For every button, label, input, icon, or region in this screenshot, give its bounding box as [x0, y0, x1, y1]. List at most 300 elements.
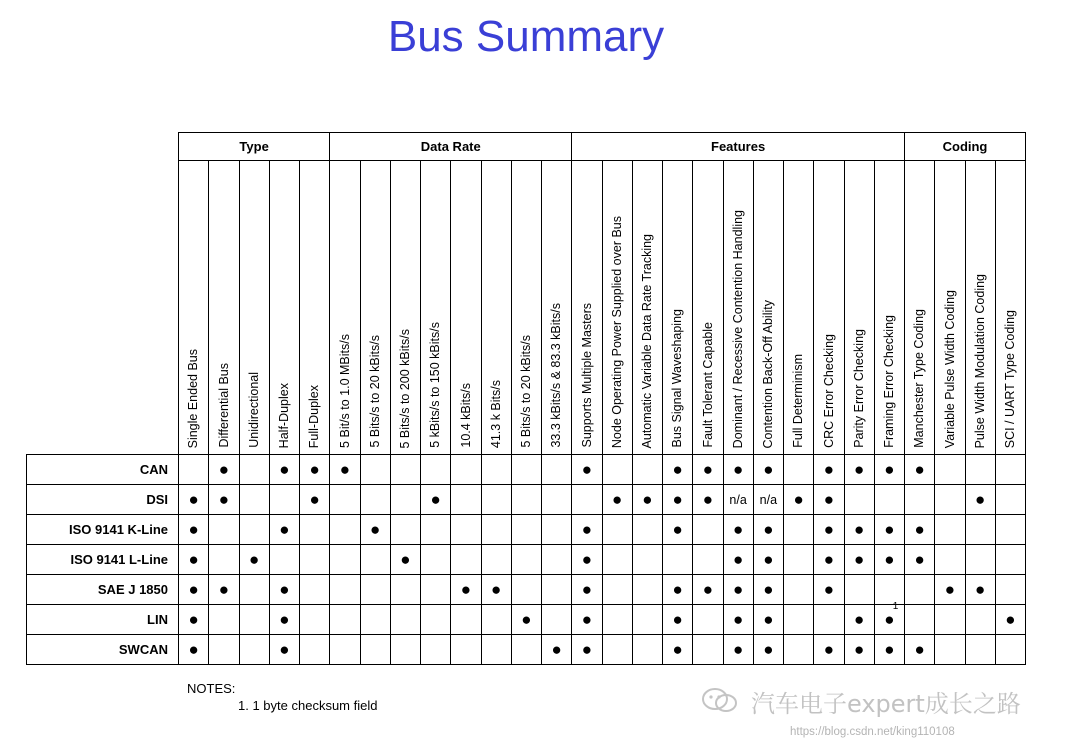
table-cell	[239, 575, 269, 605]
table-cell	[905, 455, 935, 485]
dot-mark: ●	[309, 460, 320, 479]
table-cell	[481, 635, 511, 665]
column-header-label: Supports Multiple Masters	[579, 303, 594, 448]
dot-mark: ●	[914, 520, 925, 539]
dot-mark: ●	[793, 490, 804, 509]
dot-mark: ●	[279, 460, 290, 479]
table-cell	[511, 605, 541, 635]
table-cell	[421, 485, 451, 515]
dot-mark: ●	[672, 520, 683, 539]
table-cell	[451, 545, 481, 575]
table-cell	[995, 545, 1025, 575]
dot-mark: ●	[1005, 610, 1016, 629]
table-cell	[451, 635, 481, 665]
column-header	[330, 161, 360, 455]
table-cell	[209, 635, 239, 665]
table-cell	[421, 455, 451, 485]
column-header	[784, 161, 814, 455]
table-cell	[723, 605, 753, 635]
dot-mark: ●	[823, 640, 835, 659]
table-cell	[632, 545, 662, 575]
table-cell	[753, 635, 783, 665]
table-cell	[239, 635, 269, 665]
table-cell	[935, 575, 965, 605]
table-cell	[511, 455, 541, 485]
table-cell	[753, 485, 783, 515]
dot-mark: ●	[853, 550, 865, 569]
table-cell	[905, 545, 935, 575]
dot-mark: ●	[702, 580, 714, 599]
table-cell	[965, 455, 995, 485]
table-cell	[239, 605, 269, 635]
dot-mark: ●	[763, 460, 774, 479]
table-cell	[814, 575, 844, 605]
dot-mark: ●	[672, 580, 683, 599]
column-header-label: Node Operating Power Supplied over Bus	[609, 215, 624, 448]
table-row	[27, 635, 1026, 665]
table-cell	[723, 455, 753, 485]
dot-mark: ●	[884, 550, 895, 569]
table-cell	[511, 575, 541, 605]
dot-mark: ●	[642, 490, 653, 509]
table-cell	[874, 575, 904, 605]
table-cell	[269, 635, 299, 665]
table-cell	[753, 455, 783, 485]
dot-mark: ●	[188, 520, 199, 539]
table-cell	[511, 545, 541, 575]
column-header	[844, 161, 874, 455]
table-cell	[784, 455, 814, 485]
column-header-label: Fault Tolerant Capable	[700, 322, 715, 448]
column-header	[723, 161, 753, 455]
table-cell	[632, 515, 662, 545]
table-cell	[179, 485, 209, 515]
table-cell	[330, 635, 360, 665]
table-cell	[451, 575, 481, 605]
table-cell	[753, 515, 783, 545]
dot-mark: ●	[853, 460, 865, 479]
dot-mark: ●	[218, 580, 230, 599]
table-cell	[784, 545, 814, 575]
table-cell	[753, 575, 783, 605]
dot-mark: ●	[884, 520, 895, 539]
table-cell	[421, 635, 451, 665]
table-cell	[179, 605, 209, 635]
table-cell	[995, 455, 1025, 485]
table-cell	[269, 485, 299, 515]
table-cell	[693, 545, 723, 575]
table-cell	[542, 515, 572, 545]
dot-mark: ●	[218, 490, 230, 509]
dot-mark: ●	[188, 610, 199, 629]
table-cell	[572, 455, 602, 485]
table-cell	[723, 515, 753, 545]
row-label: LIN	[27, 605, 179, 635]
table-cell	[239, 455, 269, 485]
table-cell	[632, 455, 662, 485]
dot-mark: ●	[974, 580, 986, 599]
table-cell	[572, 605, 602, 635]
table-cell	[693, 455, 723, 485]
dot-mark: ●	[914, 550, 925, 569]
table-cell	[209, 515, 239, 545]
column-header	[451, 161, 481, 455]
table-cell	[421, 605, 451, 635]
table-cell	[602, 605, 632, 635]
table-cell	[874, 545, 904, 575]
column-header	[421, 161, 451, 455]
column-header-label: Bus Signal Waveshaping	[670, 309, 685, 448]
table-cell	[511, 515, 541, 545]
table-cell	[874, 455, 904, 485]
column-header	[663, 161, 693, 455]
na-value: n/a	[759, 493, 778, 507]
table-cell	[753, 605, 783, 635]
dot-mark: ●	[763, 640, 774, 659]
table-cell	[179, 515, 209, 545]
table-cell	[269, 575, 299, 605]
table-cell	[390, 635, 420, 665]
table-cell	[814, 455, 844, 485]
table-cell	[935, 545, 965, 575]
table-cell	[300, 515, 330, 545]
table-cell	[542, 545, 572, 575]
dot-mark: ●	[853, 640, 865, 659]
table-row	[27, 545, 1026, 575]
table-cell	[935, 485, 965, 515]
dot-mark: ●	[490, 580, 502, 599]
table-cell	[269, 545, 299, 575]
dot-mark: ●	[823, 490, 835, 509]
table-cell	[693, 635, 723, 665]
table-cell	[390, 575, 420, 605]
table-cell	[935, 515, 965, 545]
table-cell	[995, 485, 1025, 515]
table-cell	[874, 515, 904, 545]
column-group-features: Features	[572, 133, 905, 161]
table-body	[27, 455, 1026, 665]
table-cell	[481, 575, 511, 605]
table-cell	[905, 635, 935, 665]
column-header	[209, 161, 239, 455]
column-header	[511, 161, 541, 455]
dot-mark: ●	[732, 550, 744, 569]
column-header	[481, 161, 511, 455]
table-cell	[844, 515, 874, 545]
dot-mark: ●	[732, 640, 744, 659]
dot-mark: ●	[823, 520, 835, 539]
column-header	[542, 161, 572, 455]
dot-mark: ●	[763, 580, 774, 599]
table-cell	[602, 515, 632, 545]
column-header-label: 33.3 kBits/s & 83.3 kBits/s	[549, 303, 564, 448]
dot-mark: ●	[551, 640, 562, 659]
column-header-label: Half-Duplex	[277, 382, 292, 448]
column-header-label: Automatic Variable Data Rate Tracking	[640, 233, 655, 448]
table-cell	[784, 485, 814, 515]
table-cell	[784, 515, 814, 545]
row-label: ISO 9141 K-Line	[27, 515, 179, 545]
dot-mark: ●	[853, 520, 865, 539]
column-header-label: Dominant / Recessive Contention Handling	[730, 209, 745, 448]
table-cell	[602, 635, 632, 665]
column-header-label: Pulse Width Modulation Coding	[972, 273, 987, 448]
column-header-label: SCI / UART Type Coding	[1003, 309, 1018, 448]
dot-mark: ●	[974, 490, 986, 509]
dot-mark: ●	[702, 460, 714, 479]
table-cell	[693, 605, 723, 635]
table-cell	[390, 605, 420, 635]
table-row	[27, 455, 1026, 485]
column-header	[360, 161, 390, 455]
table-cell	[663, 575, 693, 605]
column-header	[390, 161, 420, 455]
table-cell	[995, 635, 1025, 665]
dot-mark: ●	[732, 520, 744, 539]
column-group-coding: Coding	[905, 133, 1026, 161]
table-cell	[844, 575, 874, 605]
table-cell	[965, 515, 995, 545]
table-cell	[632, 635, 662, 665]
table-cell	[844, 455, 874, 485]
table-cell	[632, 575, 662, 605]
column-header	[995, 161, 1025, 455]
page-title: Bus Summary	[387, 12, 665, 61]
dot-mark: ●	[188, 550, 199, 569]
table-cell	[844, 605, 874, 635]
table-cell	[935, 605, 965, 635]
table-cell	[874, 601, 904, 635]
dot-mark: ●	[672, 610, 683, 629]
dot-mark: ●	[279, 640, 290, 659]
dot-mark: ●	[188, 580, 199, 599]
note-item: 1. 1 byte checksum field	[238, 698, 378, 713]
table-cell	[572, 485, 602, 515]
table-cell	[239, 485, 269, 515]
table-cell	[209, 485, 239, 515]
table-cell	[179, 635, 209, 665]
table-cell	[935, 455, 965, 485]
table-cell	[269, 455, 299, 485]
table-cell	[300, 605, 330, 635]
table-cell	[965, 605, 995, 635]
dot-mark: ●	[823, 460, 835, 479]
table-cell	[753, 545, 783, 575]
table-cell	[693, 515, 723, 545]
table-cell	[360, 635, 390, 665]
dot-mark: ●	[823, 550, 835, 569]
table-cell	[663, 545, 693, 575]
table-cell	[481, 545, 511, 575]
dot-mark: ●	[218, 460, 230, 479]
dot-mark: ●	[914, 640, 925, 659]
table-cell	[844, 545, 874, 575]
column-header	[602, 161, 632, 455]
table-cell	[481, 605, 511, 635]
column-header-label: Variable Pulse Width Coding	[942, 289, 957, 448]
table-cell	[814, 485, 844, 515]
table-cell	[572, 635, 602, 665]
column-header-label: Differential Bus	[216, 363, 231, 448]
dot-mark: ●	[732, 610, 744, 629]
table-cell	[663, 605, 693, 635]
table-cell	[451, 485, 481, 515]
table-cell	[784, 635, 814, 665]
column-header-label: Parity Error Checking	[851, 329, 866, 448]
row-label: DSI	[27, 485, 179, 515]
column-header-label: 5 Bits/s to 200 kBits/s	[398, 328, 413, 448]
table-cell	[542, 455, 572, 485]
table-cell	[360, 575, 390, 605]
dot-mark: ●	[400, 550, 411, 569]
dot-mark: ●	[914, 460, 925, 479]
column-header	[965, 161, 995, 455]
table-cell	[421, 515, 451, 545]
table-cell	[905, 605, 935, 635]
column-header	[693, 161, 723, 455]
dot-mark: ●	[581, 610, 593, 629]
column-header	[632, 161, 662, 455]
table-cell	[300, 485, 330, 515]
table-cell	[935, 635, 965, 665]
column-header	[269, 161, 299, 455]
table-cell	[481, 455, 511, 485]
table-cell	[572, 575, 602, 605]
table-cell	[300, 455, 330, 485]
table-cell	[239, 515, 269, 545]
column-group-header-row	[27, 133, 1026, 161]
table-cell	[965, 635, 995, 665]
dot-mark: ●	[430, 490, 441, 509]
table-cell	[360, 605, 390, 635]
table-cell	[874, 635, 904, 665]
table-cell	[995, 605, 1025, 635]
table-cell	[542, 635, 572, 665]
dot-mark: ●	[884, 460, 895, 479]
table-cell	[784, 575, 814, 605]
table-cell	[239, 545, 269, 575]
table-cell	[995, 575, 1025, 605]
dot-mark: ●	[823, 580, 835, 599]
column-group-type: Type	[179, 133, 330, 161]
table-cell	[179, 455, 209, 485]
table-row	[27, 485, 1026, 515]
na-value: n/a	[729, 493, 747, 507]
table-cell	[481, 515, 511, 545]
column-header	[179, 161, 209, 455]
column-header-label: Full-Duplex	[307, 384, 322, 448]
dot-mark: ●	[188, 640, 199, 659]
table-cell	[572, 545, 602, 575]
dot-mark: ●	[732, 580, 744, 599]
table-cell	[360, 485, 390, 515]
dot-mark: ●	[339, 460, 351, 479]
dot-mark: ●	[581, 520, 593, 539]
table-cell	[663, 455, 693, 485]
dot-mark: ●	[279, 580, 290, 599]
table-cell	[814, 515, 844, 545]
dot-mark: ●	[672, 460, 683, 479]
column-header-label: Unidirectional	[246, 372, 261, 448]
table-cell	[602, 575, 632, 605]
column-header-label: 5 kBits/s to 150 kBits/s	[428, 322, 443, 448]
dot-mark: ●	[460, 580, 472, 599]
bus-summary-table	[26, 132, 1026, 665]
column-header-label: 5 Bit/s to 1.0 MBits/s	[337, 334, 352, 448]
table-cell	[693, 485, 723, 515]
table-cell	[542, 605, 572, 635]
table-corner	[27, 133, 179, 161]
table-cell	[330, 485, 360, 515]
dot-mark: ●	[581, 640, 593, 659]
notes-title: NOTES:	[187, 681, 236, 696]
table-cell	[905, 485, 935, 515]
table-cell	[965, 545, 995, 575]
table-cell	[814, 545, 844, 575]
table-cell	[451, 605, 481, 635]
table-cell	[965, 485, 995, 515]
dot-mark: ●	[279, 610, 290, 629]
column-header-label: Contention Back-Off Ability	[761, 299, 776, 448]
dot-mark: ●	[732, 460, 744, 479]
dot-mark: ●	[279, 520, 290, 539]
dot-mark: ●	[188, 490, 199, 509]
table-cell	[723, 575, 753, 605]
table-cell	[572, 515, 602, 545]
table-cell	[905, 575, 935, 605]
table-cell	[602, 455, 632, 485]
table-cell	[390, 515, 420, 545]
table-cell	[995, 515, 1025, 545]
table-cell	[360, 455, 390, 485]
table-cell	[905, 515, 935, 545]
column-header	[572, 161, 602, 455]
table-cell	[723, 545, 753, 575]
column-header-label: 10.4 kBits/s	[458, 383, 473, 448]
dot-mark: ●	[581, 550, 593, 569]
table-row	[27, 605, 1026, 635]
table-cell	[209, 455, 239, 485]
table-cell	[632, 605, 662, 635]
table-cell	[874, 485, 904, 515]
column-header-label: Full Determinism	[791, 354, 806, 448]
table-cell	[360, 515, 390, 545]
dot-mark: ●	[763, 610, 774, 629]
dot-mark: ●	[884, 610, 895, 629]
table-cell	[209, 545, 239, 575]
table-cell	[602, 545, 632, 575]
table-cell	[390, 485, 420, 515]
table-cell	[784, 605, 814, 635]
table-cell	[330, 545, 360, 575]
table-cell	[390, 545, 420, 575]
dot-mark: ●	[763, 550, 774, 569]
table-cell	[663, 635, 693, 665]
table-cell	[300, 635, 330, 665]
column-group-data-rate: Data Rate	[330, 133, 572, 161]
table-row	[27, 575, 1026, 605]
column-header-label: 41.3 k Bits/s	[488, 379, 503, 448]
table-cell	[481, 485, 511, 515]
table-cell	[300, 545, 330, 575]
table-cell	[844, 485, 874, 515]
table-cell	[209, 575, 239, 605]
table-cell	[965, 575, 995, 605]
column-header-label: 5 Bits/s to 20 kBits/s	[367, 335, 382, 448]
dot-mark: ●	[944, 580, 956, 599]
table-cell	[814, 605, 844, 635]
footnote-marker: 1	[892, 601, 899, 612]
